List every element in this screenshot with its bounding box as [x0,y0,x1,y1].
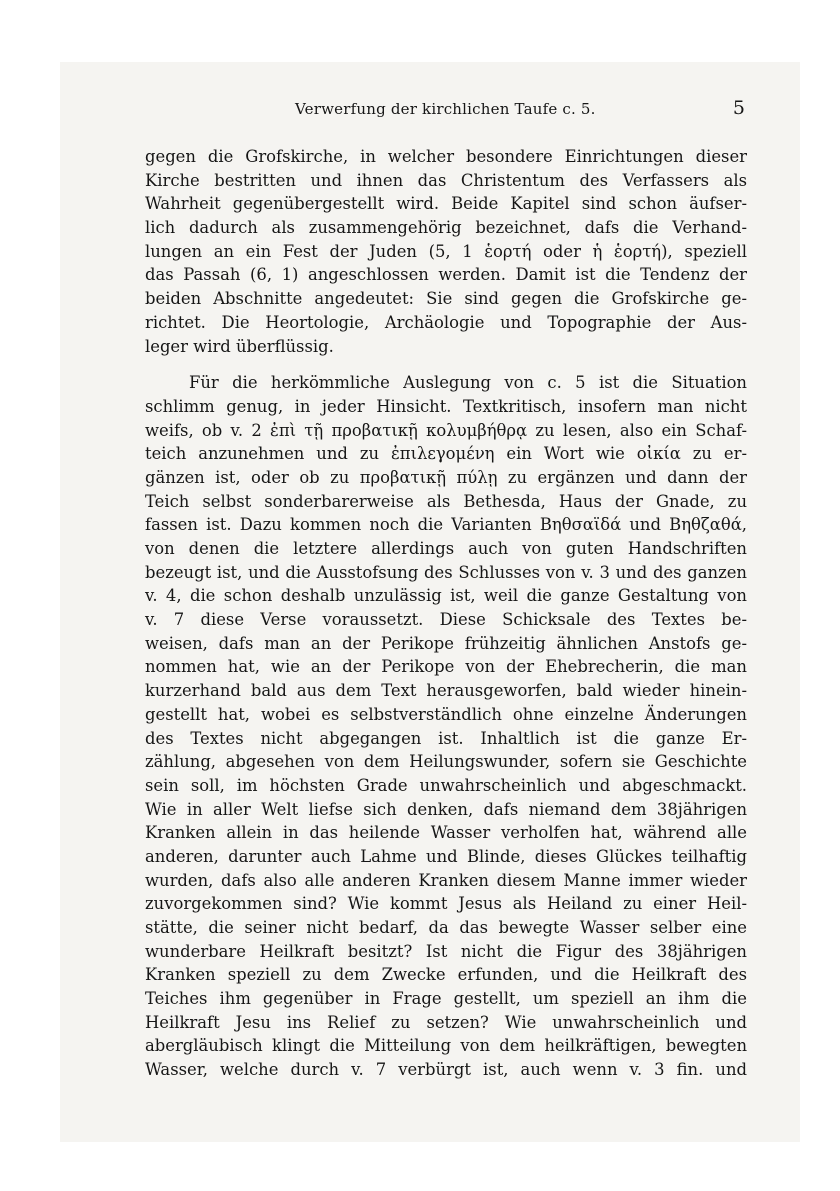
text-line: weisen, dafs man an der Perikope frühzeitig ähnlichen Anstofs ge- [145,633,747,653]
text-line: gegen die Grofskirche, in welcher besondere Einrichtungen dieser [145,147,747,166]
body-text [145,145,747,1082]
text-line: wunderbare Heilkraft besitzt? Ist nicht die Figur des 38jährigen [145,941,747,961]
text-line: von denen die letztere allerdings auch von guten Handschriften [145,539,747,558]
text-line: v. 4, die schon deshalb unzulässig ist, weil die ganze Gestaltung von [145,586,747,606]
text-line: lich dadurch als zusammengehörig bezeichnet, dafs die Verhand- [145,218,747,238]
running-head [145,97,747,124]
page-number: 5 [732,97,745,119]
text-line: stätte, die seiner nicht bedarf, da das bewegte Wasser selber eine [145,918,747,937]
text-line: zuvorgekommen sind? Wie kommt Jesus als Heiland zu einer Heil- [145,894,747,914]
text-line: Kranken speziell zu dem Zwecke erfunden, und die Heilkraft des [145,965,747,985]
text-line: richtet. Die Heortologie, Archäologie und Topographie der Aus- [145,312,747,332]
text-line: des Textes nicht abgegangen ist. Inhaltlich ist die ganze Er- [145,728,747,748]
paragraph-1 [145,145,747,358]
text-line: Teiches ihm gegenüber in Frage gestellt, um speziell an ihm die [145,989,747,1009]
text-line: Heilkraft Jesu ins Relief zu setzen? Wie unwahrscheinlich und [145,1012,747,1032]
text-line: Wie in aller Welt liefse sich denken, dafs niemand dem 38jährigen [145,799,747,819]
text-line: abergläubisch klingt die Mitteilung von dem heilkräftigen, bewegten [145,1036,747,1056]
text-line: leger wird überflüssig. [145,336,334,356]
text-line: schlimm genug, in jeder Hinsicht. Textkritisch, insofern man nicht [145,396,747,416]
text-line: nommen hat, wie an der Perikope von der Ehebrecherin, die man [145,657,747,677]
text-line: fassen ist. Dazu kommen noch die Varianten Βηθσαϊδά und Βηθζαθά, [145,515,747,535]
text-line: beiden Abschnitte angedeutet: Sie sind gegen die Grofskirche ge- [145,289,747,309]
text-line: gänzen ist, oder ob zu προβατικῇ πύλῃ zu ergänzen und dann der [145,467,747,487]
running-title: Verwerfung der kirchlichen Taufe c. 5. [295,100,596,118]
text-line: sein soll, im höchsten Grade unwahrscheinlich und abgeschmackt. [145,775,747,795]
text-line: teich anzunehmen und zu ἐπιλεγομένη ein Wort wie οἰκία zu er- [145,444,747,464]
text-line: Kirche bestritten und ihnen das Christentum des Verfassers als [145,170,747,190]
text-line: zählung, abgesehen von dem Heilungswunder, sofern sie Geschichte [145,752,747,772]
text-line: kurzerhand bald aus dem Text herausgeworfen, bald wieder hinein- [145,681,747,701]
text-line: das Passah (6, 1) angeschlossen werden. Damit ist die Tendenz der [145,265,747,285]
text-line: Teich selbst sonderbarerweise als Bethesda, Haus der Gnade, zu [145,491,747,511]
text-line: v. 7 diese Verse voraussetzt. Diese Schicksale des Textes be- [145,610,747,630]
text-line: gestellt hat, wobei es selbstverständlich ohne einzelne Änderungen [145,704,747,724]
text-line: weifs, ob v. 2 ἐπὶ τῇ προβατικῇ κολυμβήθρᾳ zu lesen, also ein Schaf- [145,420,747,440]
text-line: lungen an ein Fest der Juden (5, 1 ἑορτή oder ἡ ἑορτή), speziell [145,241,747,261]
paragraph-2 [145,371,747,1082]
text-line: wurden, dafs also alle anderen Kranken diesem Manne immer wieder [145,870,747,890]
text-line: Wahrheit gegenübergestellt wird. Beide Kapitel sind schon äufser- [145,194,747,214]
text-line: Kranken allein in das heilende Wasser verholfen hat, während alle [145,823,747,843]
text-line: Für die herkömmliche Auslegung von c. 5 ist die Situation [189,373,747,393]
text-line: Wasser, welche durch v. 7 verbürgt ist, auch wenn v. 3 fin. und [145,1060,747,1080]
text-line: anderen, darunter auch Lahme und Blinde, dieses Glückes teilhaftig [145,846,747,866]
text-line: bezeugt ist, und die Ausstofsung des Schlusses von v. 3 und des ganzen [145,562,747,582]
